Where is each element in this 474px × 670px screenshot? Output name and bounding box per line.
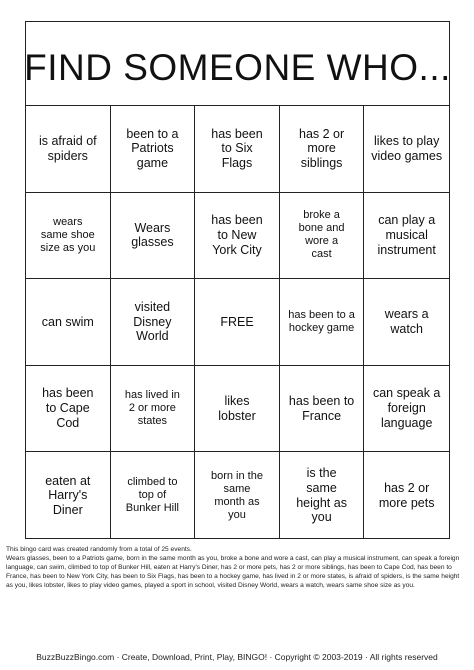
bingo-cell bbox=[364, 452, 449, 539]
event-count-note: This bingo card was created randomly from a total of 25 events. bbox=[6, 546, 192, 553]
free-space-label: FREE bbox=[220, 314, 254, 329]
bingo-cell-text: has been to New York City bbox=[211, 213, 263, 257]
bingo-cell-text: has been to France bbox=[288, 393, 355, 423]
bingo-cell-text: has 2 or more siblings bbox=[299, 126, 345, 171]
card-title: FIND SOMEONE WHO... bbox=[24, 47, 451, 88]
bingo-cell-text: has 2 or more pets bbox=[378, 480, 435, 510]
bingo-cell-text: been to a Patriots game bbox=[126, 126, 179, 171]
bingo-cell-text: visited Disney World bbox=[133, 299, 172, 344]
bingo-cell-text: is afraid of spiders bbox=[38, 134, 97, 163]
bingo-cell bbox=[280, 366, 365, 453]
bingo-cell-text: Wears glasses bbox=[131, 220, 174, 250]
bingo-card bbox=[25, 21, 450, 539]
bingo-cell bbox=[111, 106, 196, 193]
bingo-cell bbox=[195, 366, 280, 453]
bingo-cell bbox=[26, 193, 111, 280]
bingo-cell-text: climbed to top of Bunker Hill bbox=[125, 476, 179, 515]
bingo-cell bbox=[111, 193, 196, 280]
event-list: Wears glasses, been to a Patriots game, born in the same month as you, broke a bone and wore a cast, can play a musical instrument, can speak a foreign language, can swim, climbed to top of Bunker Hill, eaten at Harry's Diner, has 2 or more pets, has 2 or more siblings, has been to Cape Cod, has been to France, has been to New York City, has been to Six Flags, has been to a hockey game, has lived in 2 or more states, is afraid of spiders, is the same height as you, likes lobster, likes to play video games, played a sport in school, visited Disney World, wears a watch, wears same shoe size as you. bbox=[6, 555, 460, 590]
bingo-cell bbox=[26, 106, 111, 193]
bingo-cell bbox=[364, 366, 449, 453]
bingo-cell-text: has lived in 2 or more states bbox=[124, 389, 180, 428]
bingo-cell bbox=[26, 279, 111, 366]
bingo-cell bbox=[280, 279, 365, 366]
bingo-cell-text: likes to play video games bbox=[371, 134, 443, 163]
bingo-cell bbox=[195, 193, 280, 280]
bingo-cell-text: broke a bone and wore a cast bbox=[298, 209, 345, 261]
bingo-cell-text: wears same shoe size as you bbox=[40, 215, 96, 254]
bingo-cell bbox=[280, 193, 365, 280]
bingo-cell-text: wears a watch bbox=[384, 307, 429, 336]
bingo-cell bbox=[111, 366, 196, 453]
bingo-cell-text: is the same height as you bbox=[296, 466, 347, 525]
bingo-cell bbox=[364, 106, 449, 193]
bingo-cell-text: has been to a hockey game bbox=[288, 309, 355, 334]
bingo-cell-text: has been to Six Flags bbox=[211, 126, 263, 171]
bingo-cell bbox=[280, 106, 365, 193]
bingo-cell-text: can speak a foreign language bbox=[372, 386, 441, 430]
bingo-cell bbox=[26, 452, 111, 539]
bingo-cell bbox=[364, 279, 449, 366]
bingo-cell-text: can swim bbox=[41, 314, 94, 329]
bingo-cell bbox=[26, 366, 111, 453]
bingo-cell-text: likes lobster bbox=[218, 393, 256, 423]
bingo-grid bbox=[26, 106, 449, 539]
bingo-cell-text: born in the same month as you bbox=[210, 469, 263, 521]
bingo-cell bbox=[111, 279, 196, 366]
event-list-note bbox=[6, 545, 468, 590]
title-box bbox=[26, 22, 449, 106]
bingo-cell bbox=[195, 106, 280, 193]
bingo-cell-text: eaten at Harry's Diner bbox=[45, 473, 91, 518]
bingo-cell-text: can play a musical instrument bbox=[377, 213, 436, 257]
bingo-cell-text: has been to Cape Cod bbox=[42, 386, 94, 430]
bingo-cell bbox=[111, 452, 196, 539]
free-space-cell bbox=[195, 279, 280, 366]
bingo-cell bbox=[195, 452, 280, 539]
bingo-cell bbox=[364, 193, 449, 280]
site-footer: BuzzBuzzBingo.com · Create, Download, Print, Play, BINGO! · Copyright © 2003-2019 · All rights reserved bbox=[36, 652, 438, 662]
bingo-cell bbox=[280, 452, 365, 539]
